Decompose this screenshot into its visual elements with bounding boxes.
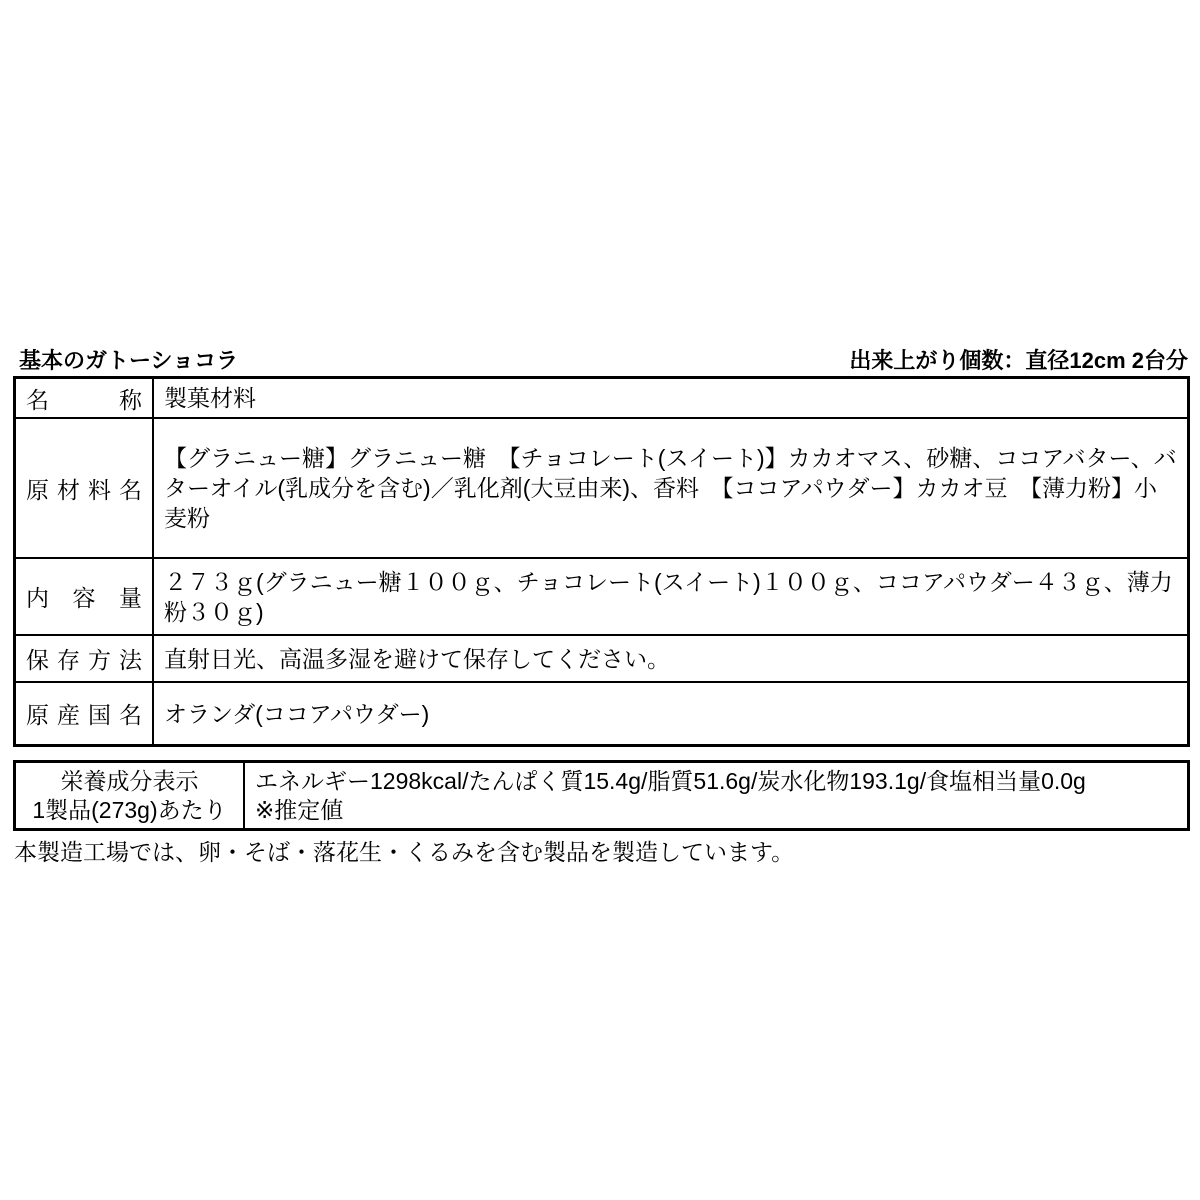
header-row (13, 346, 1190, 374)
row-label-origin: 原 産 国 名 (16, 683, 154, 744)
spec-table (13, 376, 1190, 747)
nutrition-table (13, 760, 1190, 831)
nutrition-values-line: エネルギー1298kcal/たんぱく質15.4g/脂質51.6g/炭水化物193.1g/食塩相当量0.0g (255, 767, 1086, 794)
product-title: 基本のガトーショコラ (19, 348, 239, 373)
row-value-ingredients: 【グラニュー糖】グラニュー糖 【チョコレート(スイート)】カカオマス、砂糖、ココアバター、バターオイル(乳成分を含む)／乳化剤(大豆由来)、香料 【ココアパウダー】カカオ豆 【薄力粉】小麦粉 (164, 445, 1177, 531)
row-label-ingredients: 原 材 料 名 (16, 419, 154, 557)
row-value-origin: オランダ(ココアパウダー) (164, 700, 430, 727)
row-value-name: 製菓材料 (164, 385, 256, 411)
allergen-note: 本製造工場では、卵・そば・落花生・くるみを含む製品を製造しています。 (14, 839, 795, 865)
spec-row-net-content (16, 557, 1187, 634)
nutrition-header-line1: 栄養成分表示 (60, 767, 199, 794)
spec-row-storage (16, 634, 1187, 681)
spec-row-ingredients (16, 417, 1187, 557)
row-value-net-content: ２７３ｇ(グラニュー糖１００ｇ、チョコレート(スイート)１００ｇ、ココアパウダー４３ｇ、薄力粉３０ｇ) (164, 568, 1173, 625)
row-label-storage: 保 存 方 法 (16, 636, 154, 681)
nutrition-estimate-note: ※推定値 (255, 796, 344, 823)
spec-row-name (16, 379, 1187, 417)
row-label-net-content: 内 容 量 (16, 559, 154, 634)
nutrition-values (245, 763, 1187, 828)
food-label-sheet (13, 346, 1190, 866)
nutrition-header-line2: 1製品(273g)あたり (32, 796, 227, 823)
spec-row-origin (16, 681, 1187, 744)
nutrition-header (16, 763, 245, 828)
row-value-storage: 直射日光、高温多湿を避けて保存してください。 (164, 645, 670, 672)
yield-info: 出来上がり個数：直径12cm 2台分 (849, 348, 1188, 373)
row-label-name: 名 称 (16, 379, 154, 417)
